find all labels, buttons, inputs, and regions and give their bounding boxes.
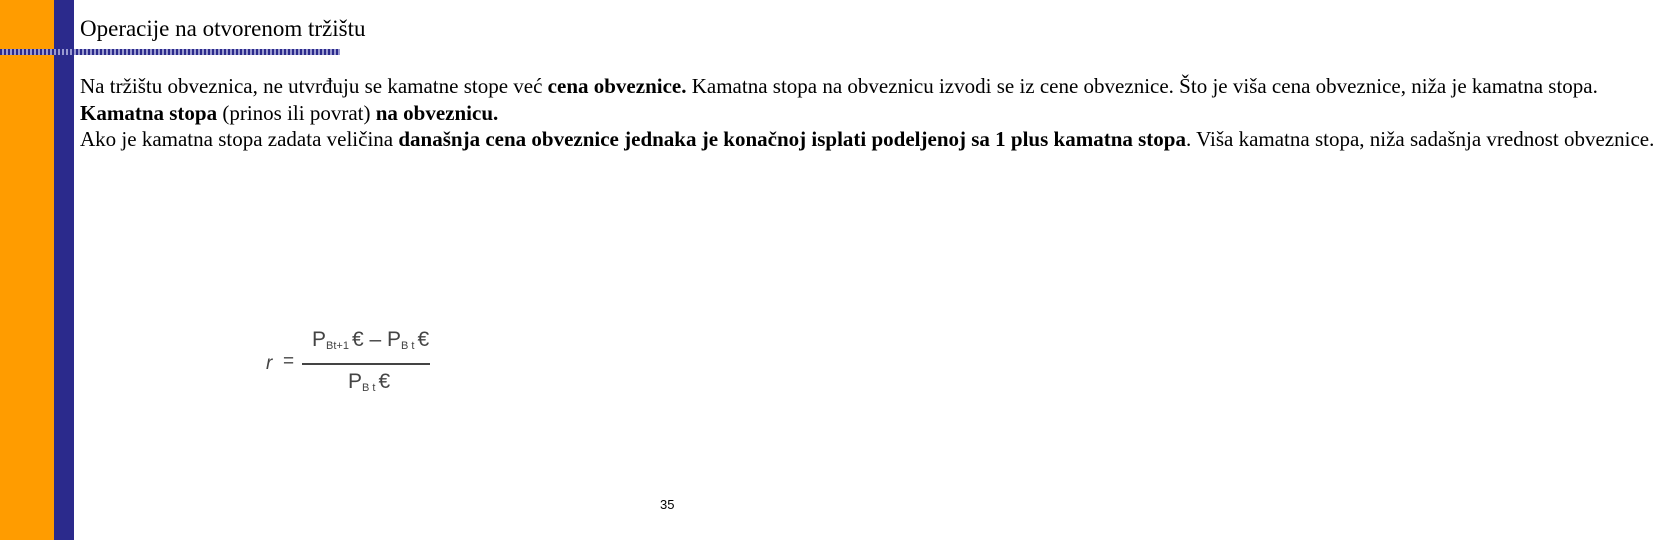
formula-symbol: P	[348, 370, 363, 393]
slide-body	[80, 73, 1654, 153]
bold-text: na obveznicu.	[375, 100, 499, 125]
bold-text: Kamatna stopa	[80, 100, 218, 125]
page-number: 35	[660, 497, 675, 512]
interest-rate-formula	[262, 328, 452, 400]
formula-numerator	[312, 328, 429, 352]
bold-text: cena obveznice.	[547, 74, 687, 98]
left-accent-bar-orange	[0, 0, 54, 540]
formula-denominator	[348, 370, 390, 394]
paragraph-interest-rate	[80, 100, 710, 127]
formula-subscript: Bt+1	[326, 340, 349, 352]
text-span: Na tržištu obveznica, ne utvrđuju se kamatne stope već	[80, 74, 548, 98]
text-span: Ako je kamatna stopa zadata veličina	[80, 127, 399, 151]
left-accent-bar-navy	[54, 0, 74, 540]
formula-equals: =	[283, 351, 295, 372]
formula-symbol: € – P	[351, 328, 401, 351]
text-span: (prinos ili povrat)	[217, 100, 376, 125]
formula-subscript: B t	[362, 382, 376, 394]
text-span: . Viša kamatna stopa, niža sadašnja vrednost obveznice.	[1185, 127, 1654, 151]
paragraph-present-value	[80, 126, 1654, 153]
fraction-bar	[302, 363, 430, 365]
formula-lhs: r	[266, 353, 273, 374]
formula-symbol: €	[417, 328, 430, 351]
text-span: Kamatna stopa na obveznicu izvodi se iz cene obveznice. Što je viša cena obveznice, niža je kamatna stopa.	[686, 74, 1598, 98]
bold-text: današnja cena obveznice jednaka je konačnoj isplati podeljenoj sa 1 plus kamatna stopa	[398, 127, 1186, 151]
formula-subscript: B t	[401, 340, 415, 352]
formula-symbol: P	[312, 328, 327, 351]
formula-symbol: €	[378, 370, 391, 393]
paragraph-bond-market	[80, 73, 1598, 100]
title-underline	[0, 49, 340, 55]
slide-title: Operacije na otvorenom tržištu	[80, 16, 366, 41]
